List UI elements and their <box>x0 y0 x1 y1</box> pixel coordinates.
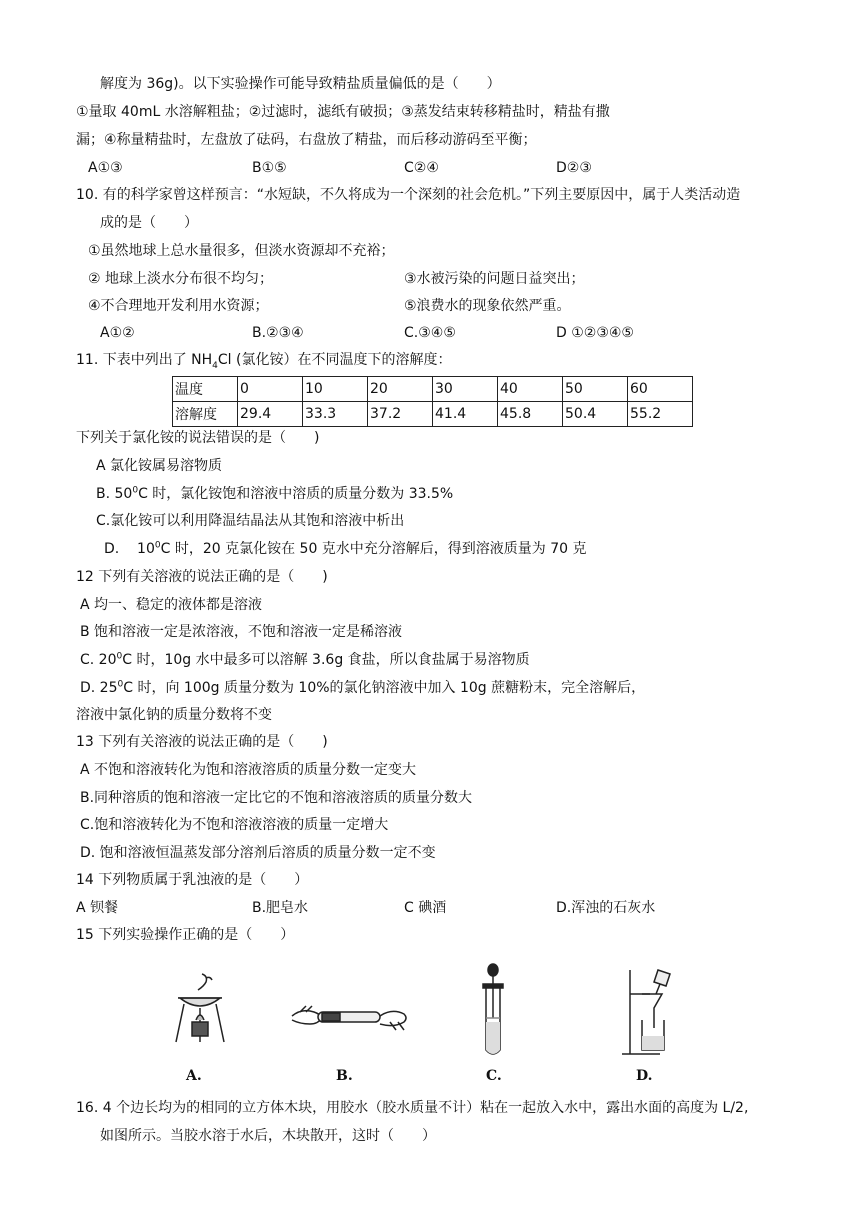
figure-label-b: B. <box>336 1068 353 1084</box>
q10-stem-line1: 10. 有的科学家曾这样预言：“水短缺，不久将成为一个深刻的社会危机。”下列主要原因中，属于人类活动造 <box>76 187 741 203</box>
table-cell: 55.2 <box>628 402 693 427</box>
q12-option-d: D. $25^0C$ 时，向 100g 质量分数为 10%的氯化钠溶液中加入 10g 蔗糖粉末，完全溶解后， <box>80 679 646 696</box>
table-header-temperature: 温度 <box>173 377 238 402</box>
q14-stem: 14 下列物质属于乳浊液的是（ ） <box>76 872 309 888</box>
q9-option-c: C②④ <box>404 160 439 176</box>
table-cell: 33.3 <box>303 402 368 427</box>
q14-option-a: A 钡餐 <box>76 900 119 916</box>
table-cell: 20 <box>368 377 433 402</box>
q11-option-a: A 氯化铵属易溶物质 <box>96 458 223 474</box>
q13-stem: 13 下列有关溶液的说法正确的是（ ) <box>76 734 328 750</box>
solubility-table <box>172 376 693 427</box>
q14-option-b: B.肥皂水 <box>252 900 309 916</box>
table-cell: 50.4 <box>563 402 628 427</box>
q10-reason-3: ③水被污染的问题日益突出； <box>404 271 585 287</box>
q10-reason-5: ⑤浪费水的现象依然严重。 <box>404 298 571 314</box>
q12-stem: 12 下列有关溶液的说法正确的是（ ) <box>76 569 328 585</box>
table-cell: 29.4 <box>238 402 303 427</box>
table-cell: 41.4 <box>433 402 498 427</box>
q14-option-c: C 碘酒 <box>404 900 447 916</box>
q10-option-c: C.③④⑤ <box>404 325 456 341</box>
q12-option-a: A 均一、稳定的液体都是溶液 <box>80 597 263 613</box>
figure-label-d: D. <box>636 1068 653 1084</box>
q10-option-d: D ①②③④⑤ <box>556 325 634 341</box>
table-cell: 37.2 <box>368 402 433 427</box>
table-cell: 40 <box>498 377 563 402</box>
q11-option-c: C.氯化铵可以利用降温结晶法从其饱和溶液中析出 <box>96 513 405 529</box>
dropper-test-tube-figure <box>478 962 508 1062</box>
q9-operations-line1: ①量取 40mL 水溶解粗盐；②过滤时，滤纸有破损；③蒸发结束转移精盐时，精盐有撒 <box>76 104 610 120</box>
table-cell: 50 <box>563 377 628 402</box>
test-tube-shaking-figure <box>290 998 410 1038</box>
q13-option-d: D. 饱和溶液恒温蒸发部分溶剂后溶质的质量分数一定不变 <box>80 845 436 861</box>
q11-option-b: B. $50^0C$ 时，氯化铵饱和溶液中溶质的质量分数为 33.5% <box>96 485 454 502</box>
table-cell: 30 <box>433 377 498 402</box>
table-cell: 45.8 <box>498 402 563 427</box>
q9-option-d: D②③ <box>556 160 592 176</box>
table-row-solubility <box>173 402 693 427</box>
table-cell: 60 <box>628 377 693 402</box>
q13-option-b: B.同种溶质的饱和溶液一定比它的不饱和溶液溶质的质量分数大 <box>80 790 473 806</box>
q10-option-a: A①② <box>100 325 135 341</box>
figure-label-a: A. <box>186 1068 202 1084</box>
q10-reason-2: ② 地球上淡水分布很不均匀； <box>88 271 274 287</box>
q11-option-d: D. $10^0C$ 时，20 克氯化铵在 50 克水中充分溶解后，得到溶液质量为 70 克 <box>104 540 587 557</box>
q10-option-b: B.②③④ <box>252 325 304 341</box>
q14-option-d: D.浑浊的石灰水 <box>556 900 656 916</box>
q9-stem-continuation: 解度为 36g)。以下实验操作可能导致精盐质量偏低的是（ ） <box>100 76 501 92</box>
q9-operations-line2: 漏；④称量精盐时，左盘放了砝码，右盘放了精盐，而后移动游码至平衡； <box>76 132 537 148</box>
q15-stem: 15 下列实验操作正确的是（ ） <box>76 927 295 943</box>
q11-question: 下列关于氯化铵的说法错误的是（ ) <box>76 430 320 446</box>
q13-option-a: A 不饱和溶液转化为饱和溶液溶质的质量分数一定变大 <box>80 762 417 778</box>
q9-option-b: B①⑤ <box>252 160 287 176</box>
q9-option-a: A①③ <box>88 160 123 176</box>
q10-reason-1: ①虽然地球上总水量很多，但淡水资源却不充裕； <box>88 243 395 259</box>
figure-label-c: C. <box>486 1068 502 1084</box>
q10-stem-line2: 成的是（ ） <box>100 215 198 231</box>
table-cell: 10 <box>303 377 368 402</box>
q12-option-d-continuation: 溶液中氯化钠的质量分数将不变 <box>76 707 272 723</box>
table-header-solubility: 溶解度 <box>173 402 238 427</box>
q12-option-c: C. $20^0C$ 时，10g 水中最多可以溶解 3.6g 食盐，所以食盐属于易溶物质 <box>80 651 530 668</box>
q11-stem: 11. 下表中列出了 $NH_4Cl$ (氯化铵）在不同温度下的溶解度： <box>76 352 452 371</box>
q10-reason-4: ④不合理地开发利用水资源； <box>88 298 269 314</box>
table-cell: 0 <box>238 377 303 402</box>
q15-figures <box>160 960 700 1090</box>
evaporating-dish-figure <box>170 968 230 1048</box>
q16-stem-line2: 如图所示。当胶水溶于水后，木块散开，这时（ ） <box>100 1128 436 1144</box>
q16-stem-line1: 16. 4 个边长均为的相同的立方体木块，用胶水（胶水质量不计）粘在一起放入水中，露出水面的高度为 L/2, <box>76 1100 749 1116</box>
table-row-temperature <box>173 377 693 402</box>
filtration-figure <box>620 964 680 1060</box>
q12-option-b: B 饱和溶液一定是浓溶液，不饱和溶液一定是稀溶液 <box>80 624 403 640</box>
q13-option-c: C.饱和溶液转化为不饱和溶液溶液的质量一定增大 <box>80 817 389 833</box>
